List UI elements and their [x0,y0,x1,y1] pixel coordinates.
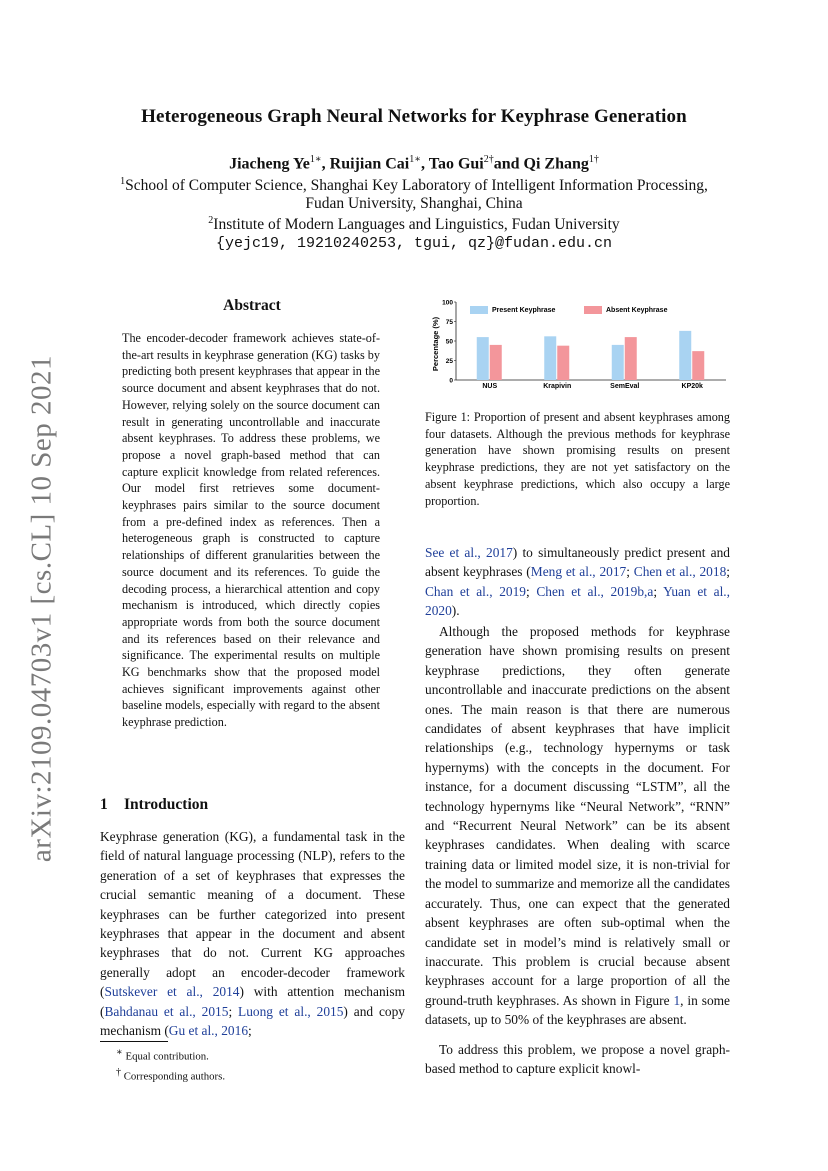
intro-paragraph-1-continued [425,543,730,621]
author-separator: , [321,155,330,173]
affil-mark: 2 [208,215,214,226]
body-text: ; [525,583,537,599]
affil-text: Institute of Modern Languages and Linguistics, Fudan University [213,216,620,234]
citation-link[interactable]: Yuan et al., 2020 [425,583,730,619]
body-text: ) with attention mechanism ( [100,984,405,1019]
citation-link[interactable]: Meng et al., 2017 [530,564,627,580]
legend-label: Present Keyphrase [492,307,556,314]
body-text: , in some datasets, up to 50% of the keyphrases are absent. [425,992,730,1028]
footnote-equal-contribution [116,1045,225,1065]
body-text: ) and copy mechanism ( [100,1003,405,1039]
author-name: Ruijian Cai [329,155,410,173]
bar-absent [557,346,569,380]
citation-link[interactable]: Bahdanau et al., 2015 [104,1003,229,1019]
legend-swatch [584,306,602,314]
x-tick-label: NUS [482,383,498,390]
affiliation-1-line-1 [0,176,828,195]
body-text: Keyphrase generation (KG), a fundamental task in the field of natural language processing (NLP), refers to the generation of a set of keyphrases that expresses the crucial semantic meaning of a document. These keyphrases can be further categorized into present keyphrases that appear in the document and absent keyphrases that do not. Current KG approaches generally adopt an encoder-decoder framework ( [100,829,405,1000]
y-tick-label: 50 [445,338,453,346]
body-text: ) to simultaneously predict present and absent keyphrases ( [425,545,730,580]
citation-link[interactable]: Chan et al., 2019 [425,583,526,599]
affil-text: School of Computer Science, Shanghai Key Laboratory of Intelligent Information Processing, [125,177,708,195]
bar-present [679,331,691,380]
bar-present [544,336,556,380]
intro-paragraph-3 [425,1040,730,1079]
legend-swatch [470,306,488,314]
footnote-corresponding [116,1065,225,1085]
body-text: ; [626,564,634,580]
citation-link[interactable]: Luong et al., 2015 [238,1003,344,1019]
author-name: Jiacheng Ye [229,155,310,173]
bar-absent [490,345,502,380]
body-text: ; [228,1003,239,1019]
body-text: ; [726,564,730,580]
section-number: 1 [100,796,108,813]
author-name: Tao Gui [428,155,484,173]
paper-title: Heterogeneous Graph Neural Networks for Keyphrase Generation [141,106,687,127]
body-text: ; [248,1023,252,1039]
footnote-mark: † [116,1067,121,1079]
author-name: Qi Zhang [523,155,589,173]
x-tick-label: SemEval [610,383,640,390]
keyphrase-proportion-chart [426,296,730,396]
intro-paragraph-1 [100,827,405,1040]
citation-link[interactable]: Gu et al., 2016 [168,1023,249,1039]
x-tick-label: KP20k [681,383,703,390]
y-tick-label: 75 [445,318,453,326]
body-text: ). [451,603,460,619]
footnote-rule [100,1041,168,1042]
citation-link[interactable]: Sutskever et al., 2014 [104,984,240,1000]
arxiv-side-label: arXiv:2109.04703v1 [cs.CL] 10 Sep 2021 [25,354,58,863]
author-affil-mark: 1∗ [309,154,322,165]
author-separator: and [493,155,524,173]
citation-link[interactable]: See et al., 2017 [425,545,513,560]
author-list [0,154,828,173]
section-title: Introduction [124,796,209,813]
y-tick-label: 0 [449,377,453,385]
affiliation-1-line-2: Fudan University, Shanghai, China [305,195,523,212]
citation-link[interactable]: Chen et al., 2019b,a [536,583,654,599]
footnote-text: Corresponding authors. [121,1070,226,1083]
figure-1-caption: Figure 1: Proportion of present and absent keyphrases among four datasets. Although the previous methods for keyphrase generation have shown promising results on present keyphrase predictions, they are not yet satisfactory on the absent keyphrase predictions, which also occupy a large proportion. [425,410,730,508]
footnote-mark: ∗ [116,1047,123,1058]
x-tick-label: Krapivin [543,383,572,390]
y-tick-label: 100 [442,299,453,307]
affil-mark: 1 [120,176,126,187]
footnotes [116,1045,225,1085]
body-text: ; [653,583,664,599]
chart-y-label: Percentage (%) [431,316,440,372]
author-affil-mark: 1∗ [409,154,422,165]
footnote-text: Equal contribution. [122,1050,209,1063]
legend-label: Absent Keyphrase [606,307,668,314]
bar-present [612,345,624,380]
body-text: Although the proposed methods for keyphrase generation have shown promising results on present keyphrase predictions, they often generate uncontrollable and inaccurate predictions on the absent ones. The main reason is that there are numerous candidates of absent keyphrases that have implicit relationships (e.g., technology hypernyms or task hypernyms) with the concepts in the document. For instance, for a document discussing “LSTM”, all the technology hypernyms like “Neural Network”, “RNN” and “Recurrent Neural Network” can be its absent keyphrases candidates. When dealing with scarce training data or limited model size, it is non-trivial for the model to summarize and memorize all the candidates accurately. Thus, one can expect that the generated absent keyphrases are often sub-optimal when the candidate set in model’s mind is relatively small or inaccurate. This problem is crucial because absent keyphrases account for a large proportion of all the ground-truth keyphrases. As shown in Figure [425,624,730,1008]
author-affil-mark: 2† [483,154,494,165]
body-text: To address this problem, we propose a novel graph-based method to capture explicit knowl- [425,1042,730,1077]
chart-plot [431,299,726,390]
affiliation-2 [0,215,828,234]
author-affil-mark: 1† [588,154,599,165]
y-tick-label: 25 [445,357,453,365]
citation-link[interactable]: Chen et al., 2018 [633,564,727,580]
figure-reference-link[interactable]: 1 [673,992,681,1008]
section-heading-introduction [100,796,208,814]
bar-absent [692,351,704,380]
bar-present [477,337,489,380]
author-separator: , [421,155,429,173]
abstract-heading: Abstract [223,297,281,314]
abstract-text: The encoder-decoder framework achieves state-of-the-art results in keyphrase generation (KG) tasks by predicting both present keyphrases that appear in the source document and absent keyphrases that do not. However, relying solely on the source document can result in generating uncontrollable and inaccurate absent keyphrases. To address these problems, we propose a novel graph-based method that can capture explicit knowledge from related references. Our model first retrieves some document-keyphrases pairs similar to the source document from a pre-defined index as references. Then a heterogeneous graph is constructed to capture relationships of different granularities between the source document and its references. To guide the decoding process, a hierarchical attention and copy mechanism is introduced, which directly copies appropriate words from both the source document and its references based on their relevance and significance. The experimental results on multiple KG benchmarks show that the proposed model achieves significant improvements against other baseline models, especially with regard to the absent keyphrase prediction. [122,331,380,730]
author-emails: {yejc19, 19210240253, tgui, qz}@fudan.edu.cn [215,235,613,252]
intro-paragraph-2 [425,622,730,1030]
bar-absent [625,337,637,380]
